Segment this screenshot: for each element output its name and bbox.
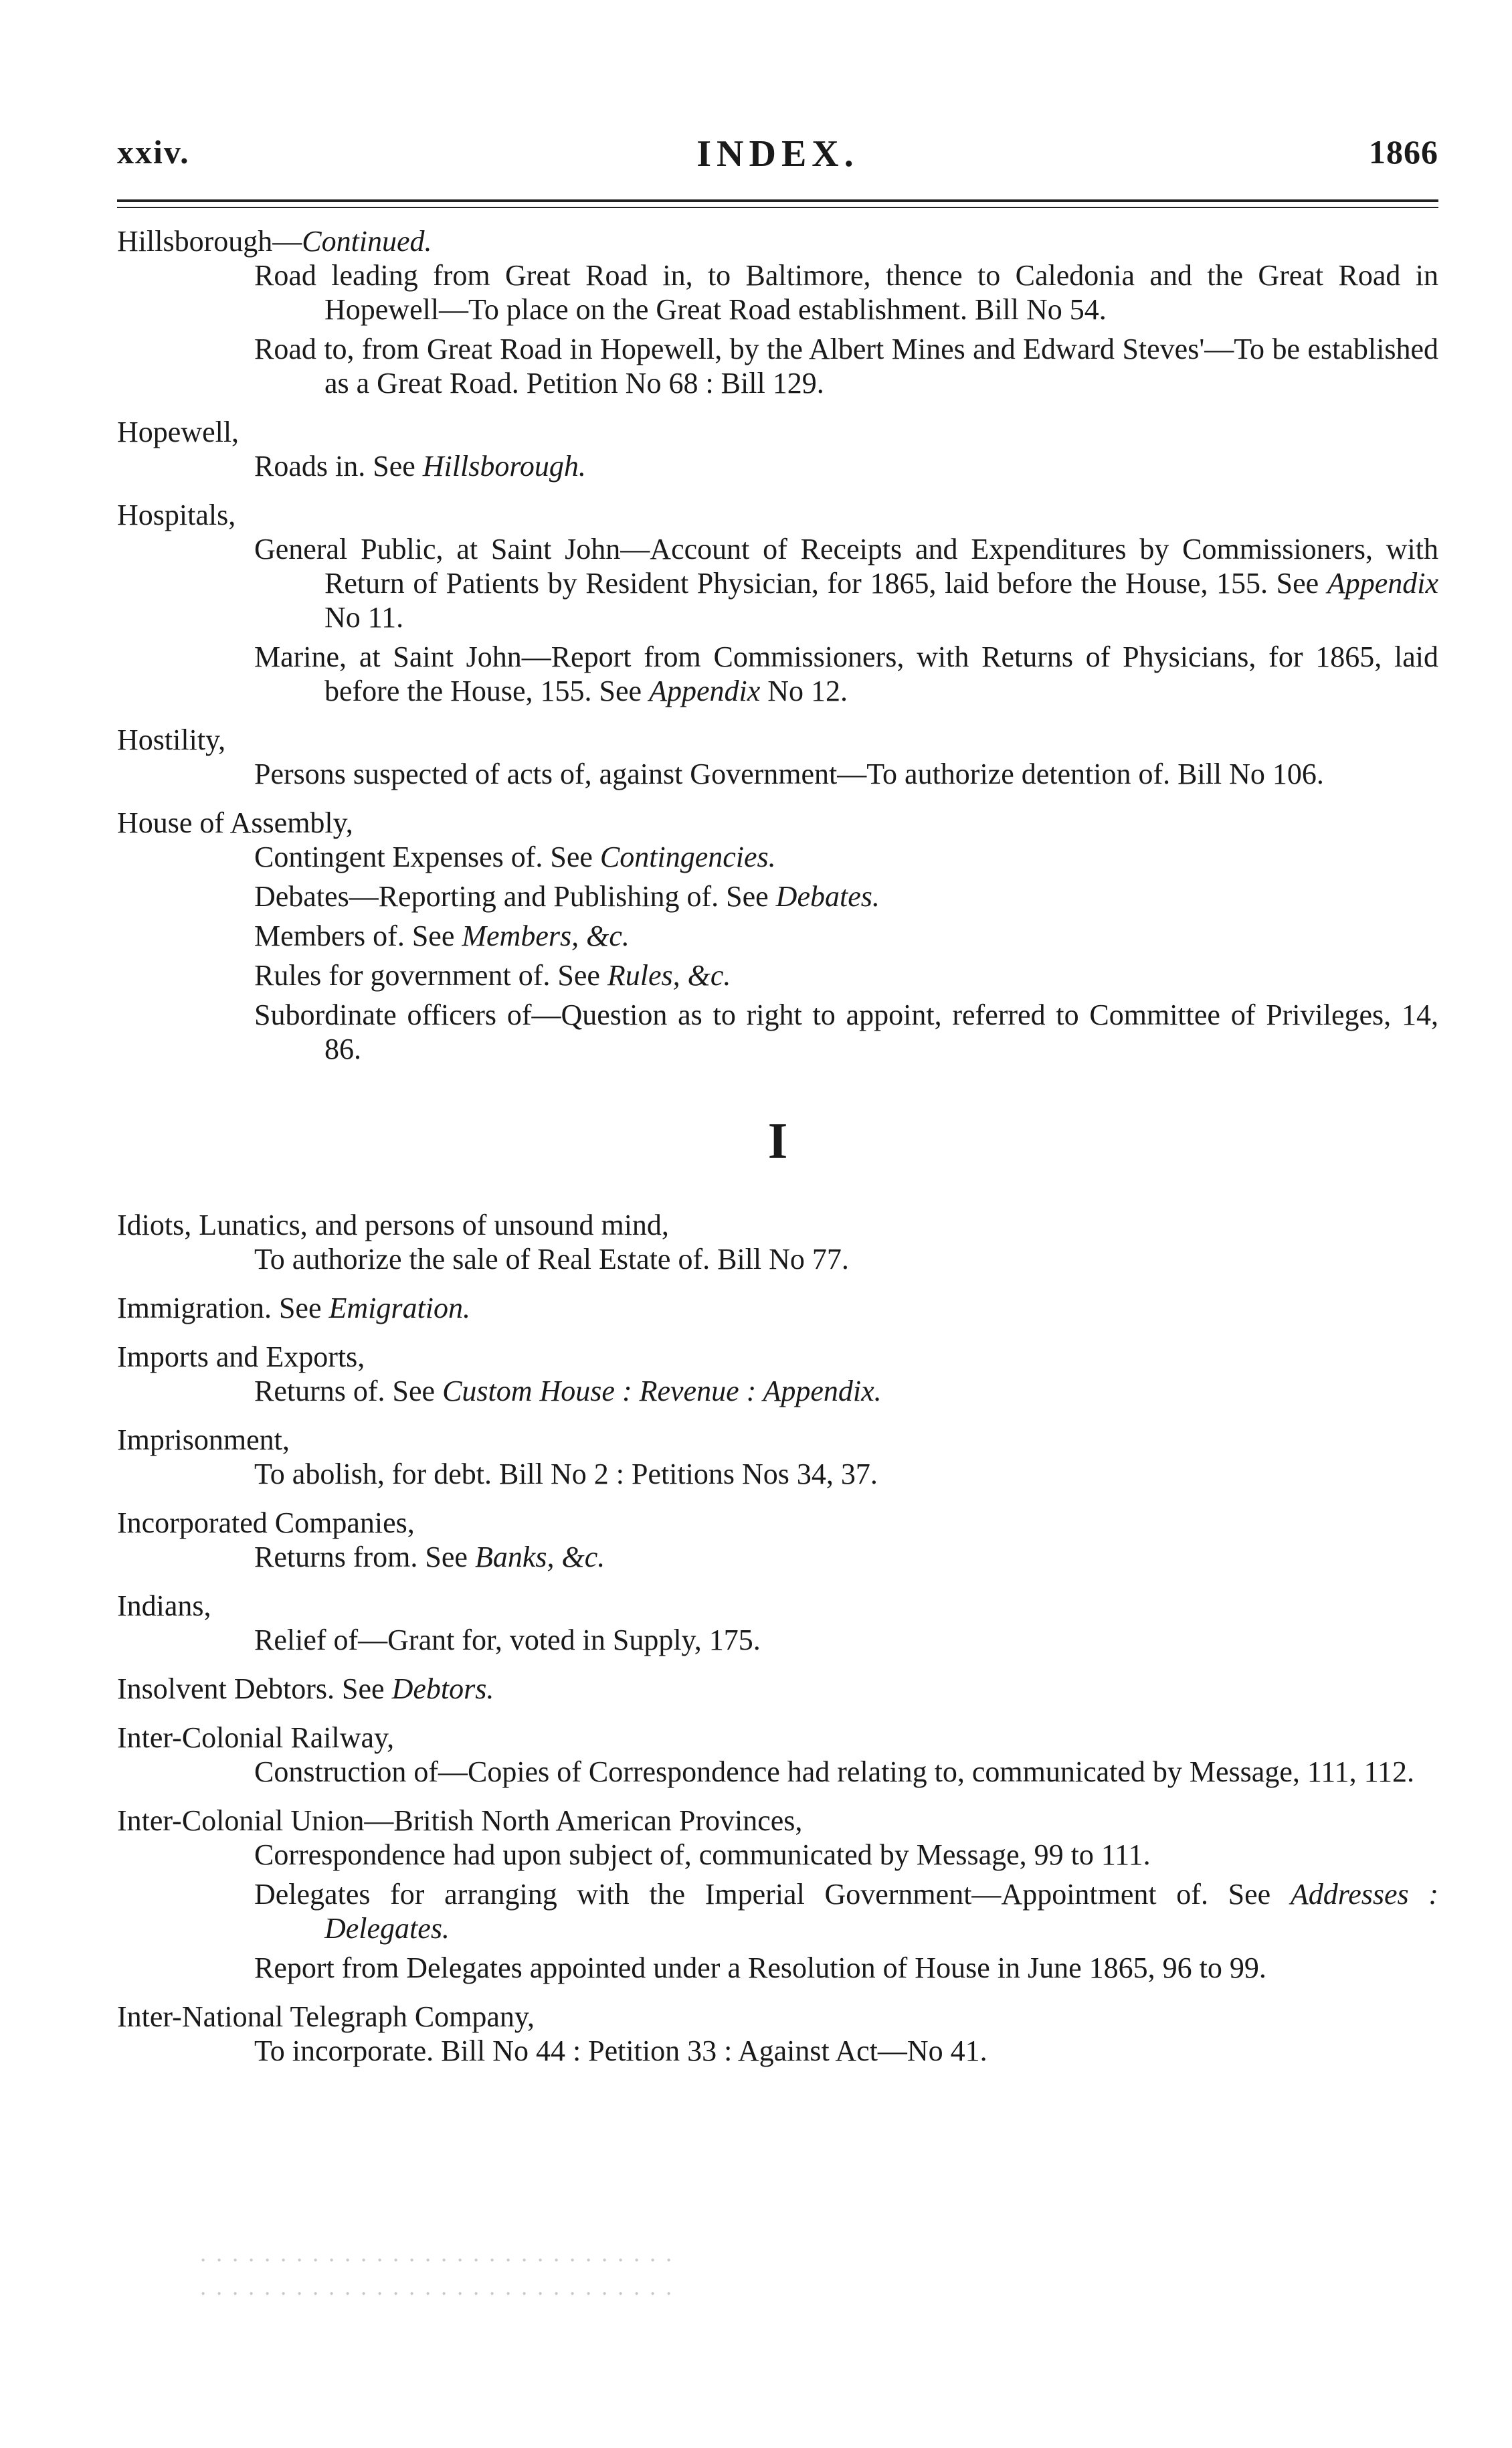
entry-heading <box>117 2000 1438 2034</box>
entry-heading <box>117 498 1438 532</box>
sub-entry <box>117 258 1438 327</box>
entry-heading <box>117 1804 1438 1838</box>
sub-entry <box>117 332 1438 400</box>
sub-entry <box>117 640 1438 708</box>
entry-heading <box>117 1423 1438 1457</box>
index-entry <box>117 1291 1438 1325</box>
sub-entry-text: To incorporate. Bill No 44 : Petition 33 : Against Act—No 41. <box>254 2034 987 2067</box>
cross-reference: Contingencies. <box>599 841 776 873</box>
sub-entry-text: Rules for government of. See <box>254 959 607 992</box>
sub-entry-text: Delegates for arranging with the Imperial Government—Appointment of. See <box>254 1878 1291 1911</box>
sub-entry-text: Contingent Expenses of. See <box>254 841 600 873</box>
sub-entry <box>117 840 1438 874</box>
page-title: INDEX. <box>696 133 859 175</box>
sub-entry-text: Returns from. See <box>254 1541 475 1573</box>
show-through-text: . . . . . . . . . . . . . . . . . . . . . . . . . . . . . . <box>201 2240 674 2267</box>
cross-reference: Appendix <box>1327 567 1438 600</box>
entry-heading <box>117 1721 1438 1755</box>
sub-entry-text: To authorize the sale of Real Estate of. Bill No 77. <box>254 1243 849 1276</box>
sub-entry <box>117 1877 1438 1945</box>
header-rule-thin <box>117 207 1438 208</box>
show-through-text: . . . . . . . . . . . . . . . . . . . . . . . . . . . . . . <box>201 2273 674 2300</box>
entry-heading-text: Imports and Exports, <box>117 1340 365 1373</box>
sub-entry <box>117 449 1438 483</box>
entry-heading-ref: Debtors. <box>391 1672 494 1705</box>
index-entry <box>117 1208 1438 1276</box>
index-entry <box>117 1506 1438 1574</box>
entry-heading-text: House of Assembly, <box>117 806 353 839</box>
entry-heading <box>117 1291 1438 1325</box>
cross-reference: Appendix <box>649 675 761 707</box>
sub-entry-text: To abolish, for debt. Bill No 2 : Petitions Nos 34, 37. <box>254 1458 878 1490</box>
index-entry <box>117 723 1438 791</box>
entry-heading-text: Immigration. See <box>117 1292 329 1324</box>
entry-heading-ref: Continued. <box>302 225 432 258</box>
sub-entry-text: Subordinate officers of—Question as to right to appoint, referred to Committee of Privileges, 14, 86. <box>254 998 1438 1065</box>
cross-reference: Members, &c. <box>462 920 630 952</box>
page-header <box>117 133 1438 186</box>
entry-heading-text: Incorporated Companies, <box>117 1506 415 1539</box>
sub-entry-text: General Public, at Saint John—Account of Receipts and Expenditures by Commissioners, with Return of Patients by Resident Physician, for 1865, laid before the House, 155. See <box>254 533 1438 600</box>
cross-reference: Banks, &c. <box>474 1541 605 1573</box>
sub-entry-text: Construction of—Copies of Correspondence had relating to, communicated by Message, 111, 112. <box>254 1755 1414 1788</box>
entry-heading-text: Indians, <box>117 1589 211 1622</box>
index-entry <box>117 1589 1438 1657</box>
index-entries-i <box>117 1208 1438 2068</box>
entry-heading-text: Idiots, Lunatics, and persons of unsound mind, <box>117 1209 669 1241</box>
cross-reference: Debates. <box>775 880 880 913</box>
page-year: 1866 <box>1369 133 1438 171</box>
sub-entry-text: Debates—Reporting and Publishing of. See <box>254 880 776 913</box>
entry-heading-text: Insolvent Debtors. See <box>117 1672 392 1705</box>
entry-heading <box>117 806 1438 840</box>
sub-entry <box>117 998 1438 1066</box>
entry-heading-text: Hostility, <box>117 723 226 756</box>
sub-entry <box>117 1457 1438 1491</box>
sub-entry-text: Roads in. See <box>254 450 423 483</box>
cross-reference: Custom House : Revenue : Appendix. <box>442 1375 882 1407</box>
entry-heading <box>117 1340 1438 1374</box>
entry-heading-text: Hopewell, <box>117 416 240 448</box>
sub-entry-text: No 12. <box>760 675 848 707</box>
entry-heading-text: Hillsborough— <box>117 225 302 258</box>
sub-entry <box>117 879 1438 913</box>
sub-entry <box>117 1374 1438 1408</box>
sub-entry-text: Correspondence had upon subject of, communicated by Message, 99 to 111. <box>254 1838 1151 1871</box>
sub-entry <box>117 532 1438 634</box>
cross-reference: Addresses : Delegates. <box>324 1878 1438 1945</box>
index-entry <box>117 415 1438 483</box>
entry-heading <box>117 1589 1438 1623</box>
sub-entry-text: Report from Delegates appointed under a Resolution of House in June 1865, 96 to 99. <box>254 1951 1266 1984</box>
index-entry <box>117 1423 1438 1491</box>
index-entry <box>117 498 1438 708</box>
header-rule-thick <box>117 199 1438 202</box>
entry-heading <box>117 1506 1438 1540</box>
entry-heading-text: Inter-National Telegraph Company, <box>117 2000 535 2033</box>
entry-heading <box>117 723 1438 757</box>
index-entry <box>117 2000 1438 2068</box>
index-entry <box>117 1804 1438 1985</box>
entry-heading-text: Inter-Colonial Union—British North American Provinces, <box>117 1804 803 1837</box>
sub-entry <box>117 1838 1438 1872</box>
index-entry <box>117 224 1438 400</box>
sub-entry-text: No 11. <box>324 601 404 634</box>
cross-reference: Rules, &c. <box>607 959 731 992</box>
sub-entry-text: Marine, at Saint John—Report from Commissioners, with Returns of Physicians, for 1865, laid before the House, 155. See <box>254 640 1438 707</box>
sub-entry <box>117 1540 1438 1574</box>
index-content <box>117 224 1438 2068</box>
index-entry <box>117 1340 1438 1408</box>
sub-entry-text: Returns of. See <box>254 1375 443 1407</box>
sub-entry <box>117 1755 1438 1789</box>
entry-heading <box>117 415 1438 449</box>
index-entries-h <box>117 224 1438 1066</box>
sub-entry <box>117 757 1438 791</box>
sub-entry-text: Road leading from Great Road in, to Baltimore, thence to Caledonia and the Great Road in Hopewell—To place on the Great Road establishment. Bill No 54. <box>254 259 1438 326</box>
entry-heading <box>117 1208 1438 1242</box>
entry-heading <box>117 224 1438 258</box>
entry-heading-text: Hospitals, <box>117 499 236 531</box>
entry-heading-text: Imprisonment, <box>117 1423 290 1456</box>
entry-heading-ref: Emigration. <box>328 1292 470 1324</box>
sub-entry <box>117 1242 1438 1276</box>
page-folio: xxiv. <box>117 133 190 171</box>
index-entry <box>117 806 1438 1066</box>
sub-entry <box>117 919 1438 953</box>
index-entry <box>117 1672 1438 1706</box>
index-entry <box>117 1721 1438 1789</box>
entry-heading-text: Inter-Colonial Railway, <box>117 1721 395 1754</box>
cross-reference: Hillsborough. <box>422 450 586 483</box>
sub-entry <box>117 2034 1438 2068</box>
sub-entry <box>117 958 1438 992</box>
sub-entry <box>117 1951 1438 1985</box>
section-letter: I <box>767 1113 788 1169</box>
sub-entry-text: Road to, from Great Road in Hopewell, by the Albert Mines and Edward Steves'—To be established as a Great Road. Petition No 68 : Bill 129. <box>254 333 1438 400</box>
sub-entry-text: Persons suspected of acts of, against Government—To authorize detention of. Bill No 106. <box>254 758 1324 790</box>
entry-heading <box>117 1672 1438 1706</box>
sub-entry <box>117 1623 1438 1657</box>
sub-entry-text: Members of. See <box>254 920 462 952</box>
sub-entry-text: Relief of—Grant for, voted in Supply, 175. <box>254 1624 761 1656</box>
